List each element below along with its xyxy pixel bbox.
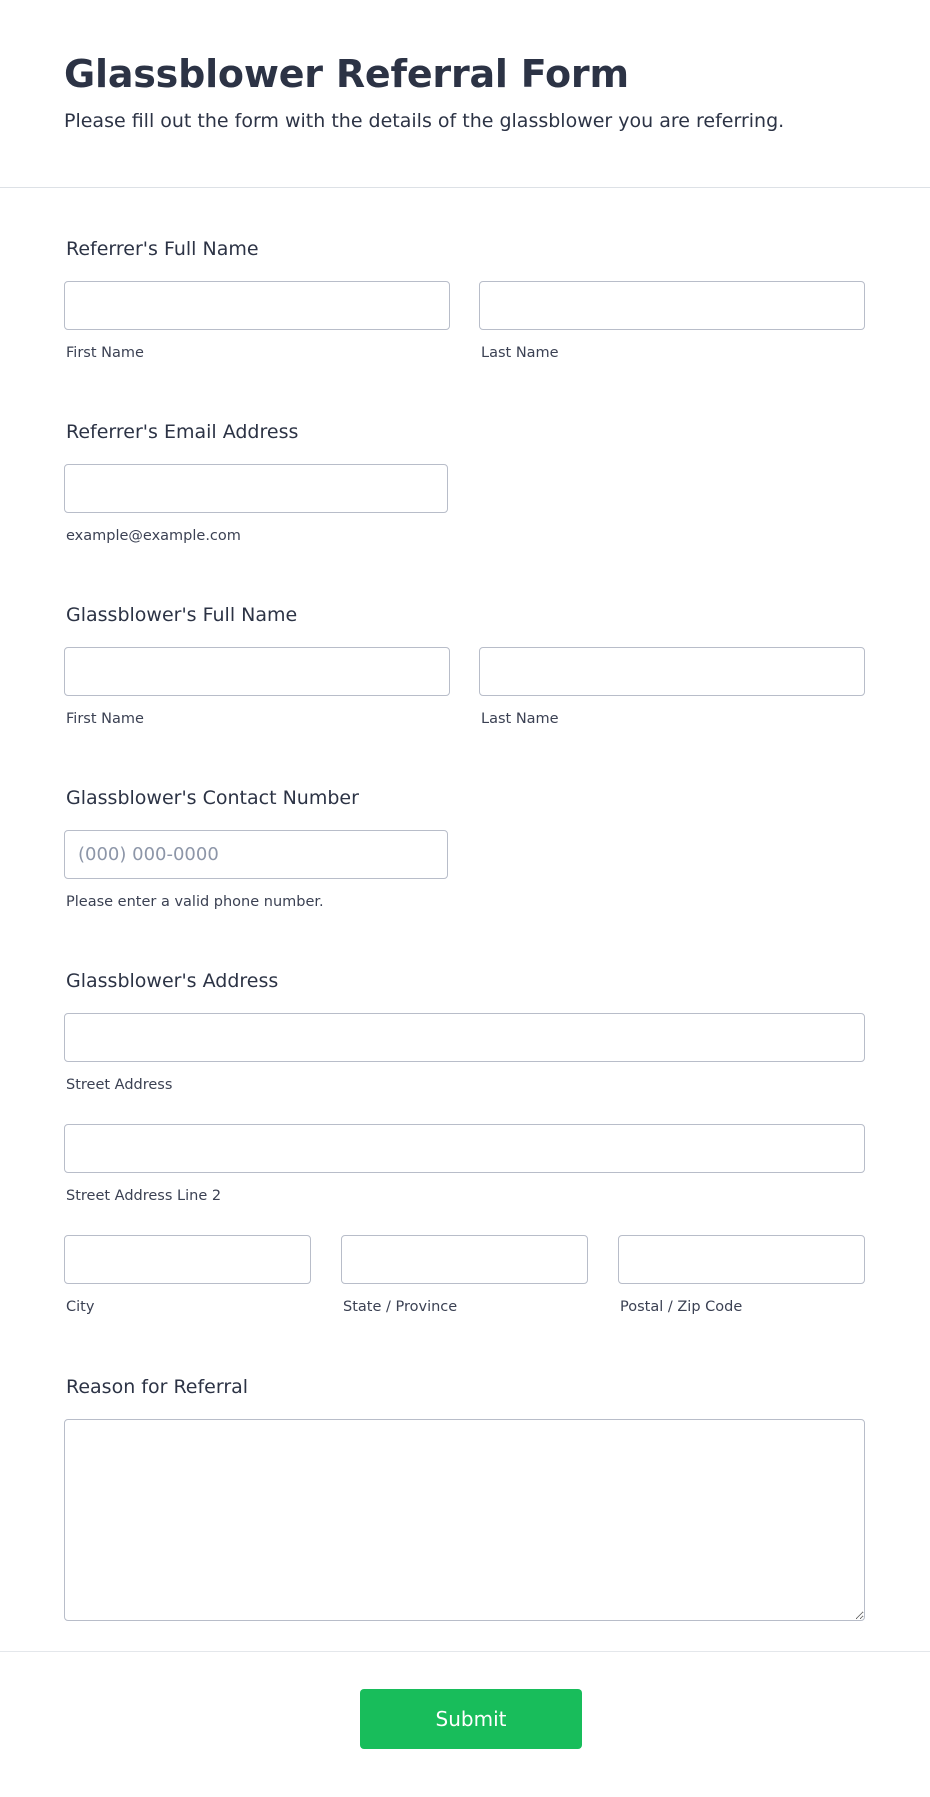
reason-label: Reason for Referral [66,1376,249,1398]
form-header [0,0,930,188]
postal-zip-sublabel: Postal / Zip Code [620,1299,743,1315]
footer-divider [0,1651,930,1652]
referrer-first-name-sublabel: First Name [66,345,144,361]
street-address-line2-sublabel: Street Address Line 2 [66,1188,222,1204]
referrer-email-sublabel: example@example.com [66,528,241,544]
referrer-email-label: Referrer's Email Address [66,421,299,443]
glassblower-address-label: Glassblower's Address [66,970,279,992]
glassblower-phone-sublabel: Please enter a valid phone number. [66,894,324,910]
glassblower-last-name-sublabel: Last Name [481,711,559,727]
glassblower-name-label: Glassblower's Full Name [66,604,298,626]
page-subtitle: Please fill out the form with the details of the glassblower you are referring. [64,110,785,132]
submit-button[interactable]: Submit [360,1689,582,1749]
glassblower-phone-label: Glassblower's Contact Number [66,787,359,809]
state-province-sublabel: State / Province [343,1299,458,1315]
state-province-input[interactable] [341,1235,588,1284]
referrer-name-label: Referrer's Full Name [66,238,259,260]
street-address-input[interactable] [64,1013,865,1062]
glassblower-first-name-input[interactable] [64,647,450,696]
postal-zip-input[interactable] [618,1235,865,1284]
city-input[interactable] [64,1235,311,1284]
glassblower-first-name-sublabel: First Name [66,711,144,727]
referrer-last-name-sublabel: Last Name [481,345,559,361]
reason-textarea[interactable] [64,1419,865,1621]
glassblower-last-name-input[interactable] [479,647,865,696]
city-sublabel: City [66,1299,95,1315]
street-address-sublabel: Street Address [66,1077,173,1093]
referrer-first-name-input[interactable] [64,281,450,330]
referrer-last-name-input[interactable] [479,281,865,330]
referrer-email-input[interactable] [64,464,448,513]
street-address-line2-input[interactable] [64,1124,865,1173]
glassblower-phone-input[interactable] [64,830,448,879]
page-title: Glassblower Referral Form [64,52,629,96]
